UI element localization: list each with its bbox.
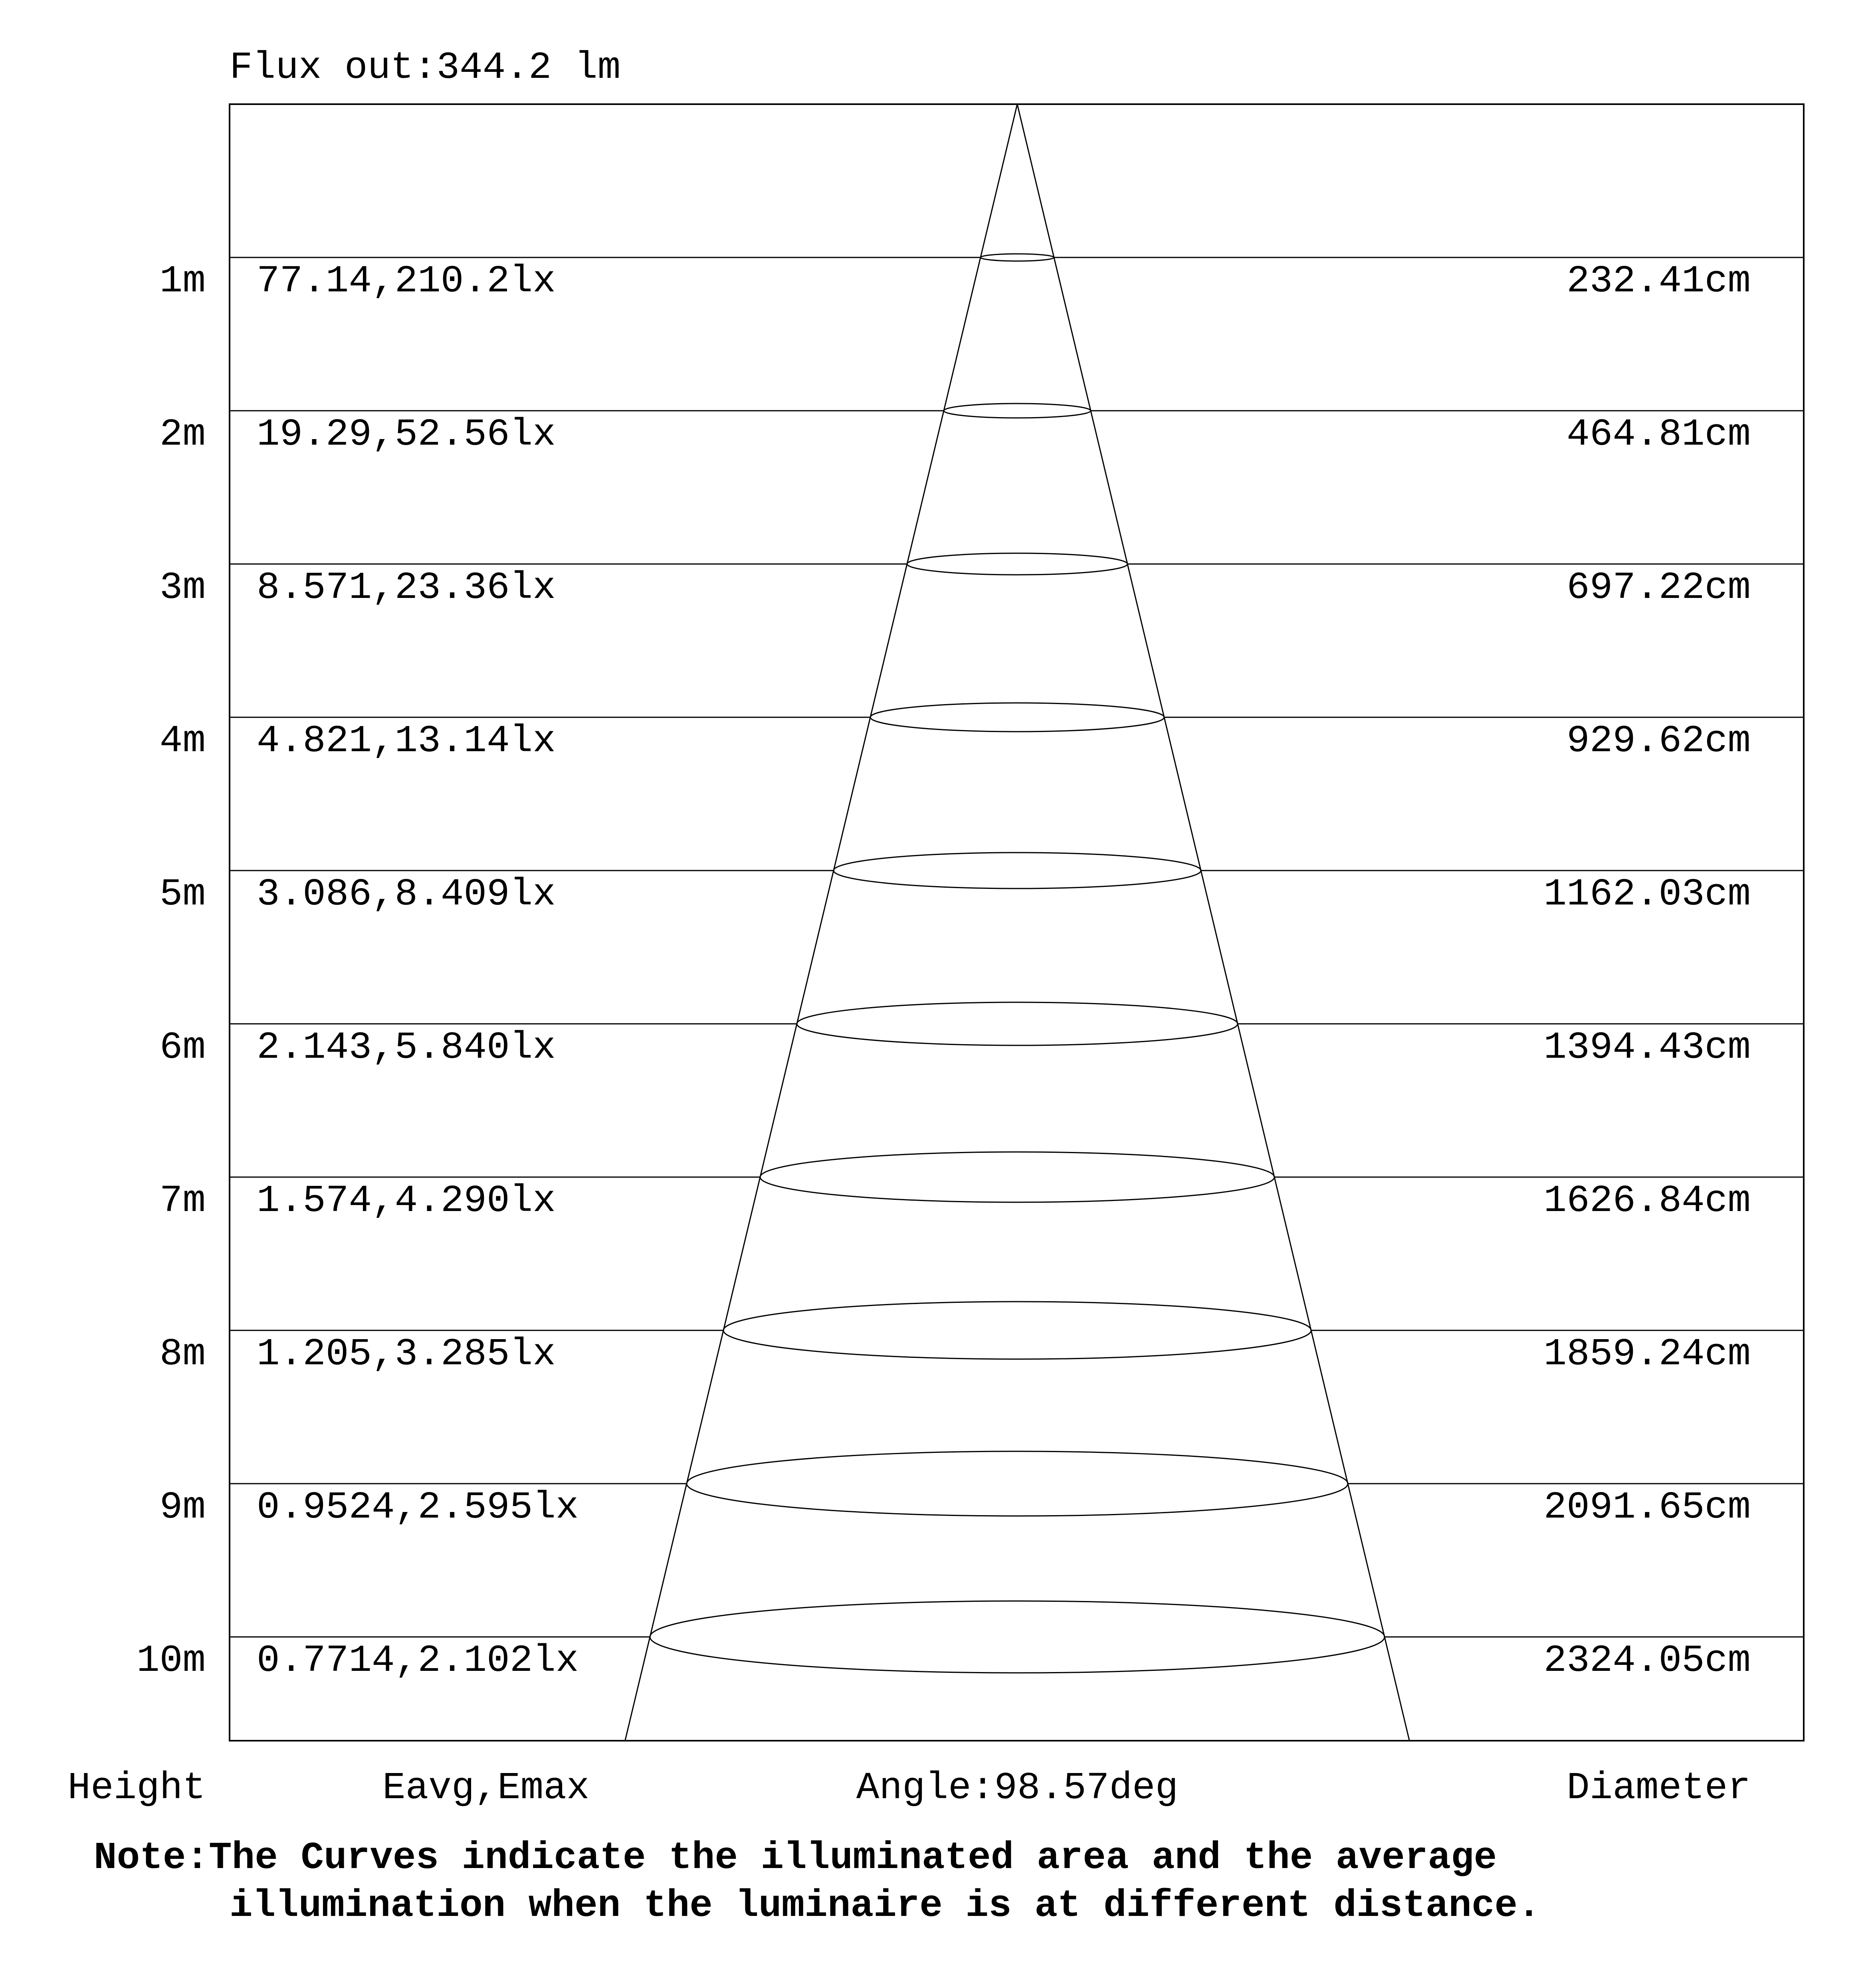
beam-ellipse	[650, 1601, 1385, 1673]
cone-left-edge	[625, 104, 1017, 1741]
eavg-emax-header: Eavg,Emax	[382, 1766, 590, 1810]
diameter-header: Diameter	[1567, 1766, 1751, 1810]
illuminance-label: 0.9524,2.595lx	[257, 1486, 579, 1529]
height-label: 4m	[159, 719, 206, 763]
note-line-1: Note:The Curves indicate the illuminated area and the average	[94, 1836, 1497, 1880]
illuminance-label: 1.205,3.285lx	[257, 1332, 556, 1376]
row-labels	[137, 259, 1751, 1682]
diameter-label: 2324.05cm	[1543, 1639, 1751, 1682]
diameter-label: 464.81cm	[1567, 413, 1751, 456]
cone-right-edge	[1017, 104, 1409, 1741]
diameter-label: 1626.84cm	[1543, 1179, 1751, 1223]
illuminance-label: 77.14,210.2lx	[257, 259, 556, 303]
beam-cone	[625, 104, 1410, 1741]
height-header: Height	[67, 1766, 206, 1810]
diameter-label: 697.22cm	[1567, 566, 1751, 610]
flux-label: Flux out:344.2 lm	[230, 46, 621, 89]
illuminance-label: 0.7714,2.102lx	[257, 1639, 579, 1682]
height-label: 6m	[159, 1026, 206, 1069]
height-label: 1m	[159, 259, 206, 303]
row-dividers	[230, 257, 1804, 1637]
beam-ellipses	[650, 254, 1385, 1673]
beam-ellipse	[981, 254, 1054, 261]
illuminance-label: 4.821,13.14lx	[257, 719, 556, 763]
illuminance-label: 1.574,4.290lx	[257, 1179, 556, 1223]
beam-ellipse	[944, 404, 1091, 418]
height-label: 8m	[159, 1332, 206, 1376]
illuminance-label: 3.086,8.409lx	[257, 873, 556, 916]
illuminance-label: 2.143,5.840lx	[257, 1026, 556, 1069]
note-line-2: illumination when the luminaire is at different distance.	[230, 1884, 1541, 1928]
diameter-label: 929.62cm	[1567, 719, 1751, 763]
beam-ellipse	[760, 1152, 1274, 1202]
beam-ellipse	[797, 1002, 1238, 1045]
diameter-label: 1394.43cm	[1543, 1026, 1751, 1069]
height-label: 7m	[159, 1179, 206, 1223]
illuminance-label: 8.571,23.36lx	[257, 566, 556, 610]
beam-ellipse	[907, 553, 1127, 575]
beam-ellipse	[834, 853, 1201, 889]
height-label: 3m	[159, 566, 206, 610]
beam-ellipse	[687, 1451, 1348, 1516]
angle-header: Angle:98.57deg	[856, 1766, 1179, 1810]
diameter-label: 2091.65cm	[1543, 1486, 1751, 1529]
diameter-label: 1859.24cm	[1543, 1332, 1751, 1376]
beam-ellipse	[723, 1302, 1311, 1359]
height-label: 5m	[159, 873, 206, 916]
illuminance-label: 19.29,52.56lx	[257, 413, 556, 456]
beam-ellipse	[870, 703, 1164, 732]
diameter-label: 232.41cm	[1567, 259, 1751, 303]
height-label: 10m	[137, 1639, 206, 1682]
diameter-label: 1162.03cm	[1543, 873, 1751, 916]
height-label: 9m	[159, 1486, 206, 1529]
height-label: 2m	[159, 413, 206, 456]
